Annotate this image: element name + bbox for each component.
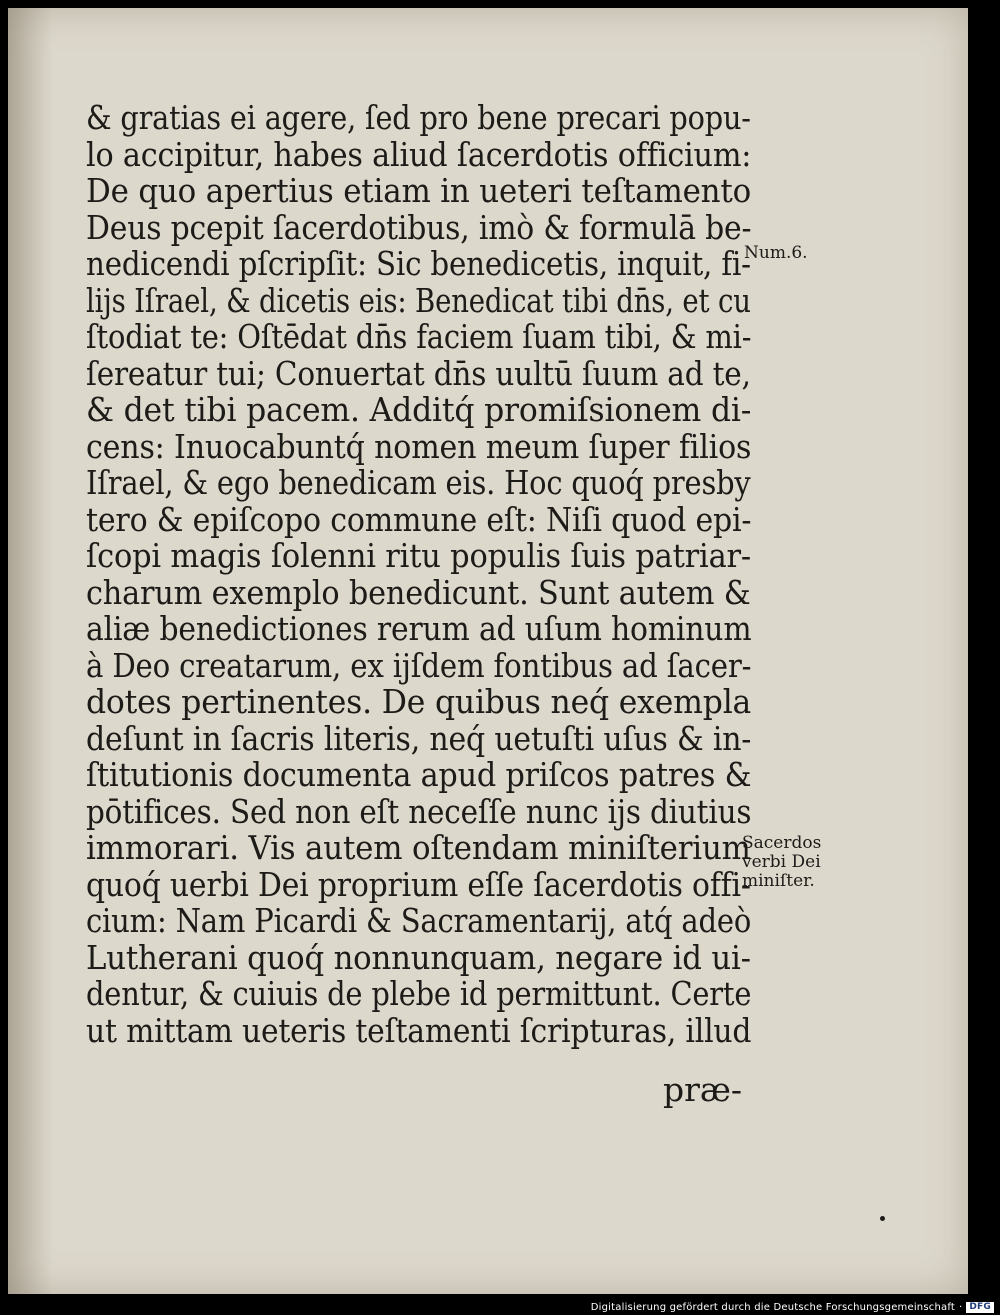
text-line: deſunt in ſacris literis, neq́ uetuſti uſus & in- <box>86 718 752 758</box>
text-line: ſereatur tui; Conuertat dn̄s uultū ſuum ad te, <box>86 353 751 393</box>
text-line: Deus pcepit ſacerdotibus, imò & formulā be- <box>86 207 752 247</box>
margin-note-line: verbi Dei <box>742 852 821 872</box>
text-line: lijs Iſrael, & dicetis eis: Benedicat tibi dn̄s, et cu <box>86 280 751 320</box>
footer-separator: · <box>959 1301 963 1313</box>
margin-note-line: Sacerdos <box>742 833 822 853</box>
book-page <box>8 8 968 1294</box>
text-line: ut mittam ueteris teſtamenti ſcripturas, illud <box>86 1010 752 1050</box>
text-line: nedicendi pſcripſit: Sic benedicetis, inquit, fi- <box>86 244 751 283</box>
margin-note-sacerdos <box>742 834 821 891</box>
catchword: præ- <box>663 1070 743 1109</box>
text-line: dotes pertinentes. De quibus neq́ exempla <box>86 682 752 721</box>
text-line: ſcopi magis ſolenni ritu populis ſuis patriar- <box>86 536 751 575</box>
text-line: Iſrael, & ego benedicam eis. Hoc quoq́ presby <box>86 463 751 502</box>
text-line: immorari. Vis autem oſtendam miniſterium <box>86 828 751 867</box>
dfg-logo: DFG <box>966 1302 994 1313</box>
footer-text: Digitalisierung gefördert durch die Deutsche Forschungsgemeinschaft <box>590 1301 955 1313</box>
text-line: à Deo creatarum, ex ijſdem fontibus ad ſacer- <box>86 645 752 685</box>
text-line: Lutherani quoq́ nonnunquam, negare id ui- <box>86 937 751 977</box>
text-line: & det tibi pacem. Additq́ promiſsionem di- <box>86 390 752 429</box>
text-line: charum exemplo benedicunt. Sunt autem & <box>86 572 751 612</box>
text-line: cium: Nam Picardi & Sacramentarij, atq́ adeò <box>86 901 752 940</box>
text-line: lo accipitur, habes aliud ſacerdotis officium: <box>86 134 752 174</box>
text-line: dentur, & cuiuis de plebe id permittunt. Certe <box>86 974 752 1013</box>
footer-credit <box>591 1301 994 1313</box>
text-line: quoq́ uerbi Dei proprium eſſe ſacerdotis offi- <box>86 864 751 904</box>
text-line: tero & epiſcopo commune eſt: Niſi quod epi- <box>86 499 752 539</box>
text-line: cens: Inuocabuntq́ nomen meum ſuper filios <box>86 426 752 466</box>
text-line: & gratias ei agere, ſed pro bene precari popu- <box>86 98 751 137</box>
margin-note-line: miniſter. <box>742 871 815 891</box>
body-text <box>86 100 751 1049</box>
text-line: aliæ benedictiones rerum ad uſum hominum <box>86 609 752 648</box>
text-line: De quo apertius etiam in ueteri teſtamento <box>86 171 752 210</box>
text-line: pōtifices. Sed non eſt neceſſe nunc ijs diutius <box>86 791 752 831</box>
text-line: ſtodiat te: Oſtēdat dn̄s faciem ſuam tibi, & mi- <box>86 317 752 356</box>
ink-speck <box>880 1216 885 1221</box>
text-line: ſtitutionis documenta apud priſcos patres & <box>86 755 752 794</box>
margin-note-num: Num.6. <box>744 243 808 263</box>
